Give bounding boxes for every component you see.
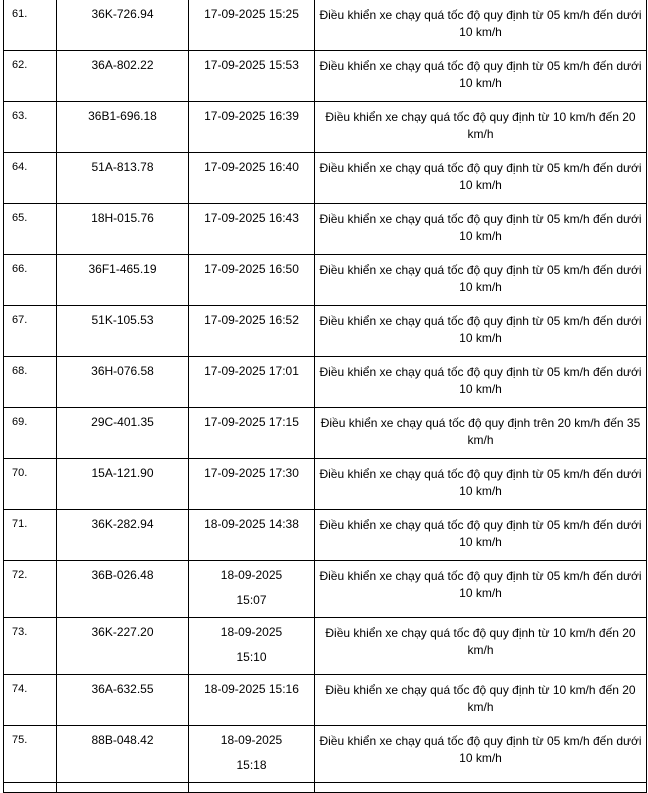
violation-time: 14:38 [268, 517, 299, 531]
license-plate: 51K-105.53 [57, 306, 189, 357]
license-plate: 36B1-696.18 [57, 102, 189, 153]
table-row [4, 204, 647, 255]
violation-description: Điều khiển xe chạy quá tốc độ quy định từ 05 km/h đến dưới 10 km/h [315, 459, 647, 510]
license-plate: 36K-282.94 [57, 510, 189, 561]
violations-table [3, 0, 647, 793]
violation-date: 17-09-2025 [204, 262, 266, 276]
violation-date: 18-09-2025 [204, 517, 266, 531]
row-number-cut [4, 783, 57, 793]
violation-datetime [189, 255, 315, 306]
violation-description: Điều khiển xe chạy quá tốc độ quy định từ 10 km/h đến 20 km/h [315, 675, 647, 726]
violation-date: 17-09-2025 [204, 466, 266, 480]
row-number: 68. [4, 357, 57, 408]
table-row [4, 459, 647, 510]
violation-datetime [189, 51, 315, 102]
table-row [4, 102, 647, 153]
table-row [4, 510, 647, 561]
violation-time: 16:39 [268, 109, 299, 123]
violation-time: 17:15 [268, 415, 299, 429]
violation-datetime [189, 204, 315, 255]
violation-date: 17-09-2025 [204, 160, 266, 174]
violation-date: 17-09-2025 [204, 58, 266, 72]
table-row [4, 783, 647, 793]
violation-datetime [189, 306, 315, 357]
table-row [4, 675, 647, 726]
license-plate: 36H-076.58 [57, 357, 189, 408]
license-plate: 36A-632.55 [57, 675, 189, 726]
license-plate: 36K-726.94 [57, 0, 189, 51]
row-number: 74. [4, 675, 57, 726]
violation-date: 18-09-2025 [220, 733, 283, 747]
table-row [4, 255, 647, 306]
violation-description: Điều khiển xe chạy quá tốc độ quy định từ 10 km/h đến 20 km/h [315, 618, 647, 675]
row-number: 65. [4, 204, 57, 255]
violation-date: 18-09-2025 [204, 682, 266, 696]
violation-datetime [189, 102, 315, 153]
violation-time: 15:18 [236, 758, 267, 772]
row-number: 73. [4, 618, 57, 675]
license-plate: 18H-015.76 [57, 204, 189, 255]
violation-datetime [189, 408, 315, 459]
license-plate-cut [57, 783, 189, 793]
license-plate: 36B-026.48 [57, 561, 189, 618]
table-row [4, 357, 647, 408]
violation-time: 16:50 [268, 262, 299, 276]
row-number: 67. [4, 306, 57, 357]
row-number: 62. [4, 51, 57, 102]
violation-datetime [189, 618, 315, 675]
violation-time: 17:30 [268, 466, 299, 480]
license-plate: 36K-227.20 [57, 618, 189, 675]
violation-datetime [189, 357, 315, 408]
violation-date: 18-09-2025 [220, 568, 283, 582]
table-row [4, 618, 647, 675]
violation-description: Điều khiển xe chạy quá tốc độ quy định từ 05 km/h đến dưới 10 km/h [315, 561, 647, 618]
violation-description: Điều khiển xe chạy quá tốc độ quy định từ 05 km/h đến dưới 10 km/h [315, 357, 647, 408]
violation-date: 17-09-2025 [204, 415, 266, 429]
violation-datetime [189, 510, 315, 561]
row-number: 63. [4, 102, 57, 153]
violation-datetime [189, 561, 315, 618]
table-row [4, 408, 647, 459]
violation-datetime [189, 675, 315, 726]
license-plate: 15A-121.90 [57, 459, 189, 510]
violation-time: 16:43 [268, 211, 299, 225]
violation-datetime [189, 0, 315, 51]
violation-time: 17:01 [268, 364, 299, 378]
license-plate: 36A-802.22 [57, 51, 189, 102]
violation-date: 17-09-2025 [204, 7, 266, 21]
violation-time: 15:07 [236, 593, 267, 607]
table-row [4, 153, 647, 204]
row-number: 71. [4, 510, 57, 561]
table-row [4, 726, 647, 783]
table-row [4, 306, 647, 357]
violation-description: Điều khiển xe chạy quá tốc độ quy định từ 05 km/h đến dưới 10 km/h [315, 255, 647, 306]
violation-datetime-cut [189, 783, 315, 793]
violation-date: 17-09-2025 [204, 313, 266, 327]
license-plate: 88B-048.42 [57, 726, 189, 783]
violation-datetime [189, 459, 315, 510]
violation-date: 18-09-2025 [220, 625, 283, 639]
violation-description: Điều khiển xe chạy quá tốc độ quy định từ 10 km/h đến 20 km/h [315, 102, 647, 153]
violation-description: Điều khiển xe chạy quá tốc độ quy định từ 05 km/h đến dưới 10 km/h [315, 510, 647, 561]
violation-description: Điều khiển xe chạy quá tốc độ quy định từ 05 km/h đến dưới 10 km/h [315, 726, 647, 783]
violation-description-cut [315, 783, 647, 793]
violation-date: 17-09-2025 [204, 364, 266, 378]
license-plate: 51A-813.78 [57, 153, 189, 204]
violation-date: 17-09-2025 [204, 211, 266, 225]
violation-description: Điều khiển xe chạy quá tốc độ quy định trên 20 km/h đến 35 km/h [315, 408, 647, 459]
row-number: 66. [4, 255, 57, 306]
row-number: 70. [4, 459, 57, 510]
license-plate: 36F1-465.19 [57, 255, 189, 306]
violation-time: 15:25 [268, 7, 299, 21]
row-number: 69. [4, 408, 57, 459]
violation-datetime [189, 153, 315, 204]
violation-description: Điều khiển xe chạy quá tốc độ quy định từ 05 km/h đến dưới 10 km/h [315, 0, 647, 51]
row-number: 64. [4, 153, 57, 204]
violation-date: 17-09-2025 [204, 109, 266, 123]
row-number: 75. [4, 726, 57, 783]
violation-time: 15:16 [268, 682, 299, 696]
row-number: 72. [4, 561, 57, 618]
violation-description: Điều khiển xe chạy quá tốc độ quy định từ 05 km/h đến dưới 10 km/h [315, 51, 647, 102]
row-number: 61. [4, 0, 57, 51]
license-plate: 29C-401.35 [57, 408, 189, 459]
table-row [4, 51, 647, 102]
violation-description: Điều khiển xe chạy quá tốc độ quy định từ 05 km/h đến dưới 10 km/h [315, 204, 647, 255]
table-row [4, 561, 647, 618]
table-row [4, 0, 647, 51]
violation-time: 15:53 [268, 58, 299, 72]
violation-datetime [189, 726, 315, 783]
violation-time: 16:52 [268, 313, 299, 327]
violation-time: 15:10 [236, 650, 267, 664]
violation-description: Điều khiển xe chạy quá tốc độ quy định từ 05 km/h đến dưới 10 km/h [315, 153, 647, 204]
violation-description: Điều khiển xe chạy quá tốc độ quy định từ 05 km/h đến dưới 10 km/h [315, 306, 647, 357]
violation-time: 16:40 [268, 160, 299, 174]
